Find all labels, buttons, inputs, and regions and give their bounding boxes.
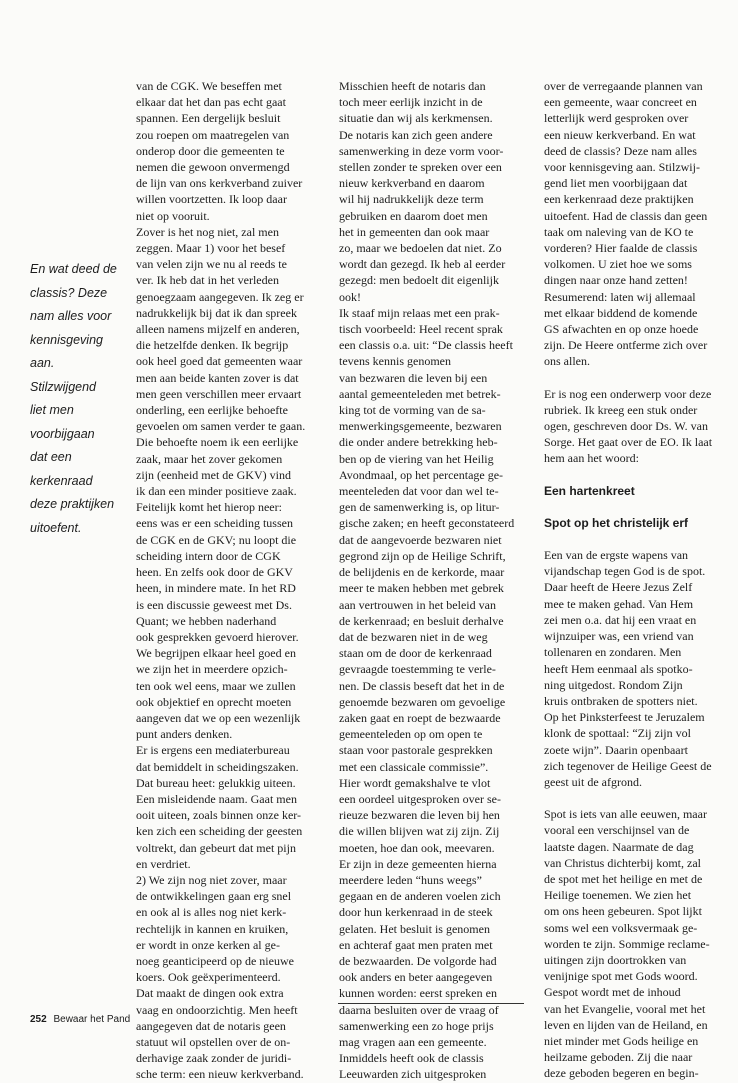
text-line: rieuze bezwaren die leven bij hen <box>339 808 500 823</box>
text-line: dat de bezwaren niet in de weg <box>339 629 488 644</box>
text-line: Op het Pinksterfeest te Jeruzalem <box>544 710 705 725</box>
text-line: van velen zijn we nu al reeds te <box>136 257 287 272</box>
text-line: meer te maken hebben met gebrek <box>339 581 504 596</box>
text-line: soms wel een volksvermaak ge- <box>544 920 698 935</box>
text-line: deed de classis? Deze nam alles <box>544 143 697 158</box>
text-line: Spot is iets van alle eeuwen, maar <box>544 807 707 822</box>
text-line: gevraagde toestemming te verle- <box>339 662 496 677</box>
text-line: ning uitgedost. Rondom Zijn <box>544 677 683 692</box>
text-line: Ik staaf mijn relaas met een prak- <box>339 305 500 320</box>
section-heading: Een hartenkreet <box>544 483 635 498</box>
text-line: willen voortzetten. Ik loop daar <box>136 192 287 207</box>
text-line: zijn (eenheid met de GKV) vind <box>136 467 291 482</box>
text-line: ver. Ik heb dat in het verleden <box>136 273 279 288</box>
text-line: mee te maken gehad. Van Hem <box>544 596 694 611</box>
text-line: meerdere leden “huns weegs” <box>339 872 482 887</box>
text-line: Dat maakt de dingen ook extra <box>136 986 284 1001</box>
text-line: 2) We zijn nog niet zover, maar <box>136 872 287 887</box>
text-line: de CGK en de GKV; nu loopt die <box>136 532 297 547</box>
text-line: ook! <box>339 289 361 304</box>
text-line: Feitelijk komt het hierop neer: <box>136 500 282 515</box>
text-line: zich tegenover de Heilige Geest de <box>544 758 712 773</box>
pull-quote-line: deze praktijken <box>30 497 115 511</box>
text-line: gelaten. Het besluit is genomen <box>339 921 490 936</box>
text-line: zeggen. Maar 1) voor het besef <box>136 241 286 256</box>
text-line: door hun kerkenraad in de steek <box>339 905 493 920</box>
text-line: tisch voorbeeld: Heel recent sprak <box>339 322 503 337</box>
text-line: moeten, hoe dan ook, meevaren. <box>339 840 495 855</box>
text-line: genoemde bezwaren om gevoelige <box>339 694 506 709</box>
text-line: derhavige zaak zonder de juridi- <box>136 1051 292 1066</box>
text-line: een nieuw kerkverband. En wat <box>544 127 696 142</box>
column-2 <box>339 78 533 1083</box>
text-line: wil hij nadrukkelijk deze term <box>339 192 484 207</box>
text-line: elkaar dat het dan pas echt gaat <box>136 95 286 110</box>
paragraph-gap <box>544 531 734 547</box>
text-line: aangeven dat we op een wezenlijk <box>136 710 301 725</box>
text-line: Misschien heeft de notaris dan <box>339 79 486 93</box>
text-line: niet minder met Gods heilige en <box>544 1033 699 1048</box>
text-line: zo, maar we bedoelen dat niet. Zo <box>339 241 502 256</box>
text-line: Een van de ergste wapens van <box>544 548 689 563</box>
text-line: ons allen. <box>544 354 590 369</box>
text-line: letterlijk werd gesproken over <box>544 111 689 126</box>
text-line: ogen, geschreven door Ds. W. van <box>544 419 708 434</box>
text-line: venijnige spot met Gods woord. <box>544 969 698 984</box>
text-line: Hier wordt gemakshalve te vlot <box>339 775 491 790</box>
text-line: zoete wijn”. Daarin openbaart <box>544 742 688 757</box>
text-line: Er is nog een onderwerp voor deze <box>544 386 712 401</box>
text-line: we zijn het in meerdere opzich- <box>136 662 288 677</box>
text-line: zijn. De Heere ontferme zich over <box>544 338 708 353</box>
text-line: en achteraf gaat men praten met <box>339 937 493 952</box>
text-line: uitoefent. Had de classis dan geen <box>544 208 708 223</box>
pull-quote-line: dat een <box>30 450 72 464</box>
text-line: gen de samenwerking is, op litur- <box>339 500 500 515</box>
text-line: tollenaren en zondaren. Men <box>544 645 682 660</box>
text-line: nieuw kerkverband en daarom <box>339 176 485 191</box>
text-line: met een classicale commissie”. <box>339 759 489 774</box>
text-line: mag vragen aan een gemeente. <box>339 1034 487 1049</box>
text-line: die onder andere betrekking heb- <box>339 435 498 450</box>
text-line: uitingen zijn doortrokken van <box>544 952 687 967</box>
text-line: staan voor pastorale gesprekken <box>339 743 493 758</box>
text-line: ken zich een scheiding der geesten <box>136 824 303 839</box>
text-line: Leeuwarden zich uitgesproken <box>339 1067 487 1082</box>
text-line: menwerkingsgemeente, bezwaren <box>339 419 502 434</box>
text-line: leven en lijden van de Heiland, en <box>544 1017 708 1032</box>
text-line: gemeenteleden op om open te <box>339 727 483 742</box>
text-line: laatste dagen. Naarmate de dag <box>544 839 694 854</box>
text-line: Een misleidende naam. Gaat men <box>136 791 297 806</box>
pull-quote-line: voorbijgaan <box>30 426 95 441</box>
column-3 <box>544 78 734 1082</box>
column-1 <box>136 78 328 1083</box>
text-line: gische zaken; en heeft geconstateerd <box>339 516 515 531</box>
pull-quote-line: kerkenraad <box>30 473 93 488</box>
footer-rule <box>338 1003 524 1004</box>
pull-quote-line: classis? Deze <box>30 285 108 300</box>
text-line: Zover is het nog niet, zal men <box>136 224 279 239</box>
text-line: ooit uiteen, zoals binnen onze ker- <box>136 808 302 823</box>
text-line: een classis o.a. uit: “De classis heeft <box>339 338 513 353</box>
text-line: die willen blijven wat zij zijn. Zij <box>339 824 500 839</box>
text-line: en verdriet. <box>136 856 191 871</box>
text-line: alleen namens mijzelf en anderen, <box>136 322 300 337</box>
text-line: geest uit de afgrond. <box>544 774 642 789</box>
text-line: worden te zijn. Sommige reclame- <box>544 936 710 951</box>
pull-quote-line: aan. <box>30 356 55 370</box>
text-line: rechtelijk in kannen en kruiken, <box>136 921 289 936</box>
publication-title: Bewaar het Pand <box>53 1014 131 1025</box>
text-line: heen, in mindere mate. In het RD <box>136 581 296 596</box>
text-line: een oordeel uitgesproken over se- <box>339 791 501 806</box>
text-line: rubriek. Ik kreeg een stuk onder <box>544 402 698 417</box>
text-line: gegaan en de anderen voelen zich <box>339 889 501 904</box>
text-line: Resumerend: laten wij allemaal <box>544 289 696 304</box>
text-line: vorderen? Hier faalde de classis <box>544 241 698 256</box>
text-line: heen. En zelfs ook door de GKV <box>136 565 293 580</box>
text-line: gezegd: men bedoelt dit eigenlijk <box>339 273 499 288</box>
text-line: dat de aangevoerde bezwaren niet <box>339 532 502 547</box>
text-line: aantal gemeenteleden met betrek- <box>339 386 501 401</box>
text-line: over de verregaande plannen van <box>544 79 703 93</box>
text-line: vijandschap tegen God is de spot. <box>544 564 706 579</box>
text-line: er wordt in onze kerken al ge- <box>136 937 280 952</box>
text-line: daarna besluiten over de vraag of <box>339 1002 499 1017</box>
text-line: hem aan het woord: <box>544 451 639 466</box>
text-line: aangegeven dat de notaris geen <box>136 1018 286 1033</box>
text-line: gevoelen om samen verder te gaan. <box>136 419 306 434</box>
text-line: sche term: een nieuw kerkverband. <box>136 1067 304 1082</box>
text-line: meenteleden dat voor dan wel te- <box>339 484 499 499</box>
text-line: zou roepen om maatregelen van <box>136 127 290 142</box>
text-line: De notaris kan zich geen andere <box>339 127 493 142</box>
text-line: zaak, maar het zover gekomen <box>136 451 283 466</box>
text-line: koers. Ook geëxperimenteerd. <box>136 970 281 985</box>
text-line: Avondmaal, op het percentage ge- <box>339 467 504 482</box>
text-line: ben op de viering van het Heilig <box>339 451 494 466</box>
text-line: Heilige toenemen. We zien het <box>544 888 692 903</box>
text-line: heilzame geboden. Zij die naar <box>544 1050 693 1065</box>
text-line: heeft Hem eenmaal als spotko- <box>544 661 693 676</box>
text-line: wordt dan gezegd. Ik heb al eerder <box>339 257 506 272</box>
text-line: We begrijpen elkaar heel goed en <box>136 646 296 661</box>
section-heading: Spot op het christelijk erf <box>544 515 689 530</box>
paragraph-gap <box>544 467 734 483</box>
text-line: statuut wil opstellen over de on- <box>136 1034 291 1049</box>
text-line: Inmiddels heeft ook de classis <box>339 1051 484 1066</box>
text-line: eens was er een scheiding tussen <box>136 516 293 531</box>
page-footer <box>30 1014 130 1025</box>
text-line: deze geboden begeren en begin- <box>544 1066 699 1081</box>
text-line: voor kennisgeving aan. Stilzwij- <box>544 160 700 175</box>
paragraph-gap <box>544 499 734 515</box>
text-line: de bezwaarden. De volgorde had <box>339 953 497 968</box>
text-line: de lijn van ons kerkverband zuiver <box>136 176 303 191</box>
text-line: en ook al is alles nog niet kerk- <box>136 905 287 920</box>
text-line: vaag en ondoorzichtig. Men heeft <box>136 1002 298 1017</box>
text-line: Quant; we hebben naderhand <box>136 613 277 628</box>
text-line: spannen. Een dergelijk besluit <box>136 111 281 126</box>
text-line: met elkaar biddend de komende <box>544 305 698 320</box>
pull-quote-line: En wat deed de <box>30 262 117 276</box>
text-line: king tot de vorming van de sa- <box>339 403 486 418</box>
text-line: Er is ergens een mediaterbureau <box>136 743 290 758</box>
text-line: men geen verschillen meer ervaart <box>136 386 302 401</box>
text-line: tevens kennis genomen <box>339 354 451 369</box>
text-line: dingen naar onze hand zetten! <box>544 273 688 288</box>
text-line: Daar heeft de Heere Jezus Zelf <box>544 580 693 595</box>
paragraph-gap <box>544 370 734 386</box>
text-line: toch meer eerlijk inzicht in de <box>339 95 483 110</box>
text-line: ook heel goed dat gemeenten waar <box>136 354 303 369</box>
text-line: de spot met het heilige en met de <box>544 871 703 886</box>
pull-quote-line: Stilzwijgend <box>30 379 97 394</box>
text-line: van het Evangelie, vooral met het <box>544 1001 706 1016</box>
text-line: ook gesprekken gevoerd hierover. <box>136 629 299 644</box>
text-line: noeg geanticipeerd op de nieuwe <box>136 953 294 968</box>
text-line: ik dan een minder positieve zaak. <box>136 484 297 499</box>
page-number: 252 <box>30 1014 47 1025</box>
text-line: om ons heen gebeuren. Spot lijkt <box>544 904 702 919</box>
text-line: Dat bureau heet: gelukkig uiteen. <box>136 775 296 790</box>
text-line: staan om de door de kerkenraad <box>339 646 492 661</box>
text-line: aan vertrouwen in het beleid van <box>339 597 496 612</box>
text-line: scheiding intern door de CGK <box>136 548 281 563</box>
text-line: een gemeente, waar concreet en <box>544 95 697 110</box>
text-line: samenwerking een zo hoge prijs <box>339 1018 494 1033</box>
text-line: Die behoefte noem ik een eerlijke <box>136 435 299 450</box>
pull-quote <box>30 258 130 540</box>
text-line: vooral een verschijnsel van de <box>544 823 690 838</box>
text-line: nadrukkelijk bij dat ik dan spreek <box>136 305 297 320</box>
text-line: taak om naleving van de KO te <box>544 224 694 239</box>
text-line: gend liet men voorbijgaan dat <box>544 176 688 191</box>
text-line: men aan beide kanten zover is dat <box>136 370 299 385</box>
text-line: niet op vooruit. <box>136 208 210 223</box>
text-line: dat bemiddelt in scheidingszaken. <box>136 759 299 774</box>
text-line: zaken gaat en roept de bezwaarde <box>339 710 501 725</box>
text-line: onderop door die gemeenten te <box>136 143 285 158</box>
text-line: gebruiken en daarom doet men <box>339 208 488 223</box>
text-line: GS afwachten en op onze hoede <box>544 322 699 337</box>
text-line: kunnen worden: eerst spreken en <box>339 986 497 1001</box>
text-line: nemen die gewoon onvermengd <box>136 160 290 175</box>
text-line: van de CGK. We beseffen met <box>136 79 282 93</box>
pull-quote-line: nam alles voor <box>30 309 112 323</box>
text-line: van bezwaren die leven bij een <box>339 370 488 385</box>
text-line: die hetzelfde denken. Ik begrijp <box>136 338 289 353</box>
text-line: Sorge. Het gaat over de EO. Ik laat <box>544 435 713 450</box>
paragraph-gap <box>544 790 734 806</box>
text-line: een kerkenraad deze praktijken <box>544 192 694 207</box>
text-line: kruis ontbraken de spotters niet. <box>544 693 698 708</box>
text-line: Er zijn in deze gemeenten hierna <box>339 856 497 871</box>
text-line: situatie dan wij als kerkmensen. <box>339 111 493 126</box>
text-line: is een discussie geweest met Ds. <box>136 597 292 612</box>
text-line: de ontwikkelingen gaan erg snel <box>136 889 292 904</box>
text-line: genoegzaam aangegeven. Ik zeg er <box>136 289 304 304</box>
text-line: samenwerking in deze vorm voor- <box>339 143 504 158</box>
pull-quote-line: liet men <box>30 403 74 417</box>
text-line: wijnzuiper was, een vriend van <box>544 629 694 644</box>
pull-quote-line: uitoefent. <box>30 520 82 535</box>
text-line: Gespot wordt met de inhoud <box>544 985 681 1000</box>
text-line: stellen zonder te spreken over een <box>339 160 502 175</box>
text-line: de kerkenraad; en besluit derhalve <box>339 613 504 628</box>
text-line: zei men o.a. dat hij een vraat en <box>544 612 697 627</box>
text-line: gegrond zijn op de Heilige Schrift, <box>339 548 506 563</box>
text-line: volkomen. U ziet hoe we soms <box>544 257 692 272</box>
text-line: punt anders denken. <box>136 727 233 742</box>
text-line: nen. De classis beseft dat het in de <box>339 678 505 693</box>
text-line: klonk de spottaal: “Zij zijn vol <box>544 726 691 741</box>
text-line: voltrekt, dan gebeurt dat met pijn <box>136 840 296 855</box>
text-line: ten ook wel eens, maar we zullen <box>136 678 296 693</box>
text-line: onderling, een eerlijke behoefte <box>136 403 288 418</box>
text-line: het in gemeenten dan ook maar <box>339 224 490 239</box>
text-line: de belijdenis en de kerkorde, maar <box>339 565 505 580</box>
pull-quote-line: kennisgeving <box>30 332 103 347</box>
text-line: ook anders en beter aangegeven <box>339 970 493 985</box>
text-line: van Christus dichterbij komt, zal <box>544 855 701 870</box>
text-line: ook objektief en oprecht moeten <box>136 694 292 709</box>
